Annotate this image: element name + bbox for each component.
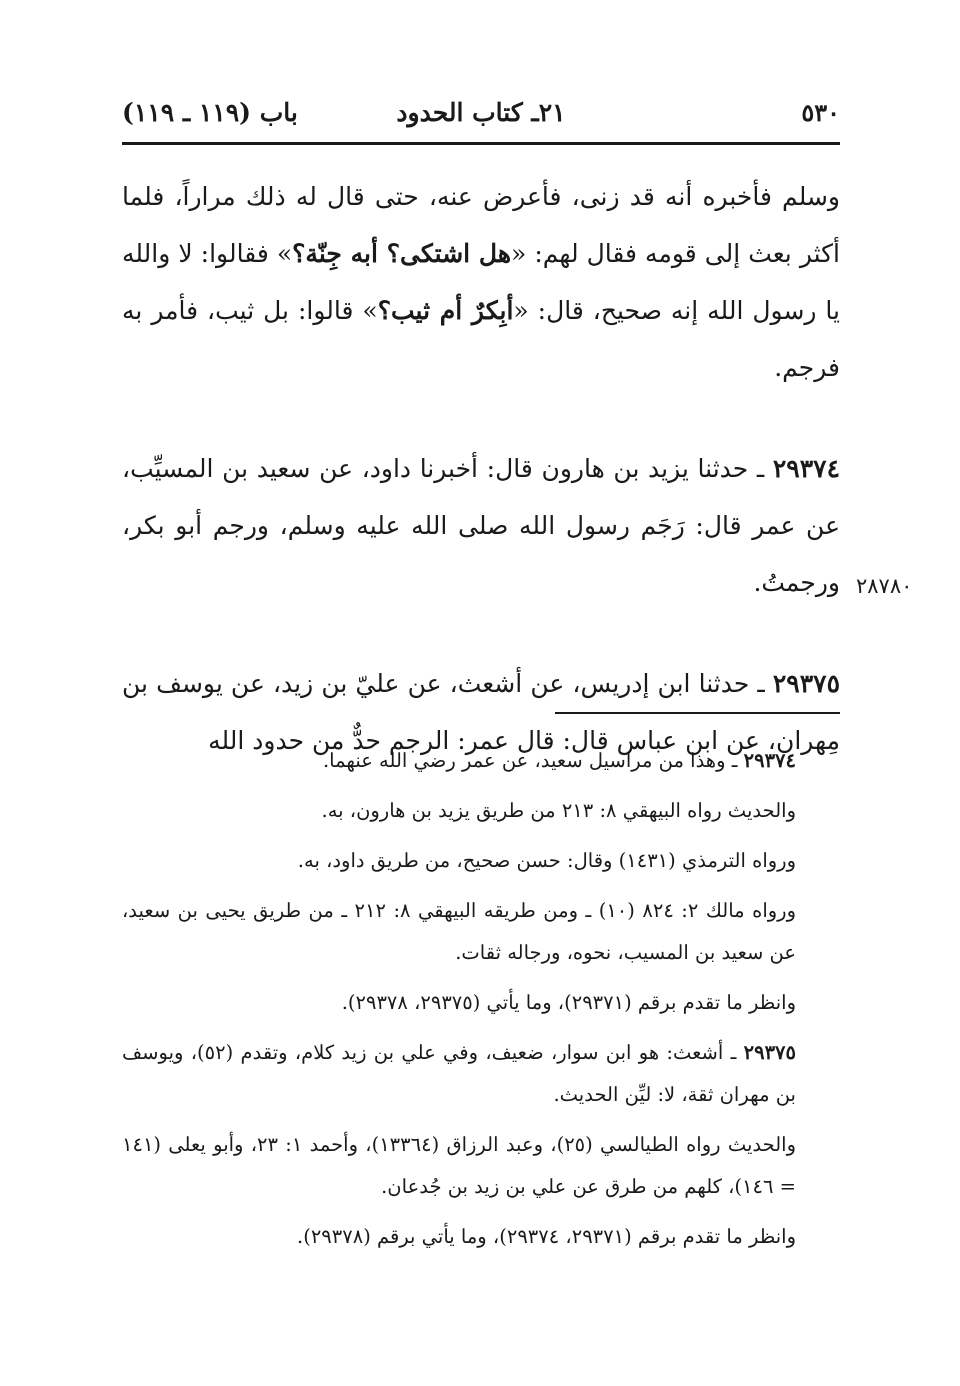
- hadith-29374: ٢٩٣٧٤ ـ حدثنا يزيد بن هارون قال: أخبرنا داود، عن سعيد بن المسيِّب، عن عمر قال: رَجَم رسول الله صلى الله عليه وسلم، ورجم أبو بكر، ورجمتُ.: [122, 454, 840, 597]
- prophet-quote-1: هل اشتكى؟ أبه جِنّة؟: [292, 239, 512, 268]
- header-divider: [122, 142, 840, 145]
- hadith-29375: ٢٩٣٧٥ ـ حدثنا ابن إدريس، عن أشعث، عن عليّ بن زيد، عن يوسف بن مِهران، عن ابن عباس قال: قال عمر: الرجم حدٌّ من حدود الله: [122, 669, 840, 755]
- footnote-number: ٢٩٣٧٤: [743, 749, 796, 772]
- page-header: [122, 92, 840, 132]
- chapter-range: باب (١١٩ ـ ١١٩): [122, 98, 298, 127]
- page-number: ٥٣٠: [801, 98, 840, 127]
- paragraph-continuation: وسلم فأخبره أنه قد زنى، فأعرض عنه، حتى قال له ذلك مراراً، فلما أكثر بعث إلى قومه فقال لهم: «هل اشتكى؟ أبه جِنّة؟» فقالوا: لا والله يا رسول الله إنه صحيح، قال: «أبِكرٌ أم ثيب؟» قالوا: بل ثيب، فأمر به فرجم.: [122, 182, 841, 382]
- hadith-number: ٢٩٣٧٥: [772, 669, 840, 698]
- footnotes: [122, 740, 840, 1266]
- footnote-number: ٢٩٣٧٥: [743, 1041, 797, 1064]
- footnote-29374-line2: والحديث رواه البيهقي ٨: ٢١٣ من طريق يزيد بن هارون، به.: [321, 799, 796, 822]
- book-title: ٢١ـ كتاب الحدود: [396, 98, 566, 127]
- footnote-divider: [555, 712, 840, 714]
- margin-cross-reference: ٢٨٧٨٠: [856, 574, 913, 598]
- footnote-29375-line2: والحديث رواه الطيالسي (٢٥)، وعبد الرزاق (١٣٣٦٤)، وأحمد ١: ٢٣، وأبو يعلى (١٤١ = ١٤٦)، كلهم من طرق عن علي بن زيد بن جُدعان.: [122, 1133, 796, 1198]
- footnote-29374-line1: ٢٩٣٧٤ ـ وهذا من مراسيل سعيد، عن عمر رضي الله عنهما.: [322, 749, 796, 772]
- prophet-quote-2: أبِكرٌ أم ثيب؟: [377, 296, 514, 325]
- footnote-29375-line1: ٢٩٣٧٥ ـ أشعث: هو ابن سوار، ضعيف، وفي علي بن زيد كلام، وتقدم (٥٢)، ويوسف بن مهران ثقة، لا: ليِّن الحديث.: [122, 1041, 797, 1106]
- footnote-29375-line3: وانظر ما تقدم برقم (٢٩٣٧١، ٢٩٣٧٤)، وما يأتي برقم (٢٩٣٧٨).: [297, 1225, 796, 1248]
- hadith-number: ٢٩٣٧٤: [772, 454, 840, 483]
- footnote-29374-line5: وانظر ما تقدم برقم (٢٩٣٧١)، وما يأتي (٢٩٣٧٥، ٢٩٣٧٨).: [341, 991, 796, 1014]
- main-text: [122, 168, 840, 769]
- footnote-29374-line3: ورواه الترمذي (١٤٣١) وقال: حسن صحيح، من طريق داود، به.: [297, 849, 796, 872]
- footnote-29374-line4: ورواه مالك ٢: ٨٢٤ (١٠) ـ ومن طريقه البيهقي ٨: ٢١٢ ـ من طريق يحيى بن سعيد، عن سعيد بن المسيب، نحوه، ورجاله ثقات.: [122, 899, 797, 964]
